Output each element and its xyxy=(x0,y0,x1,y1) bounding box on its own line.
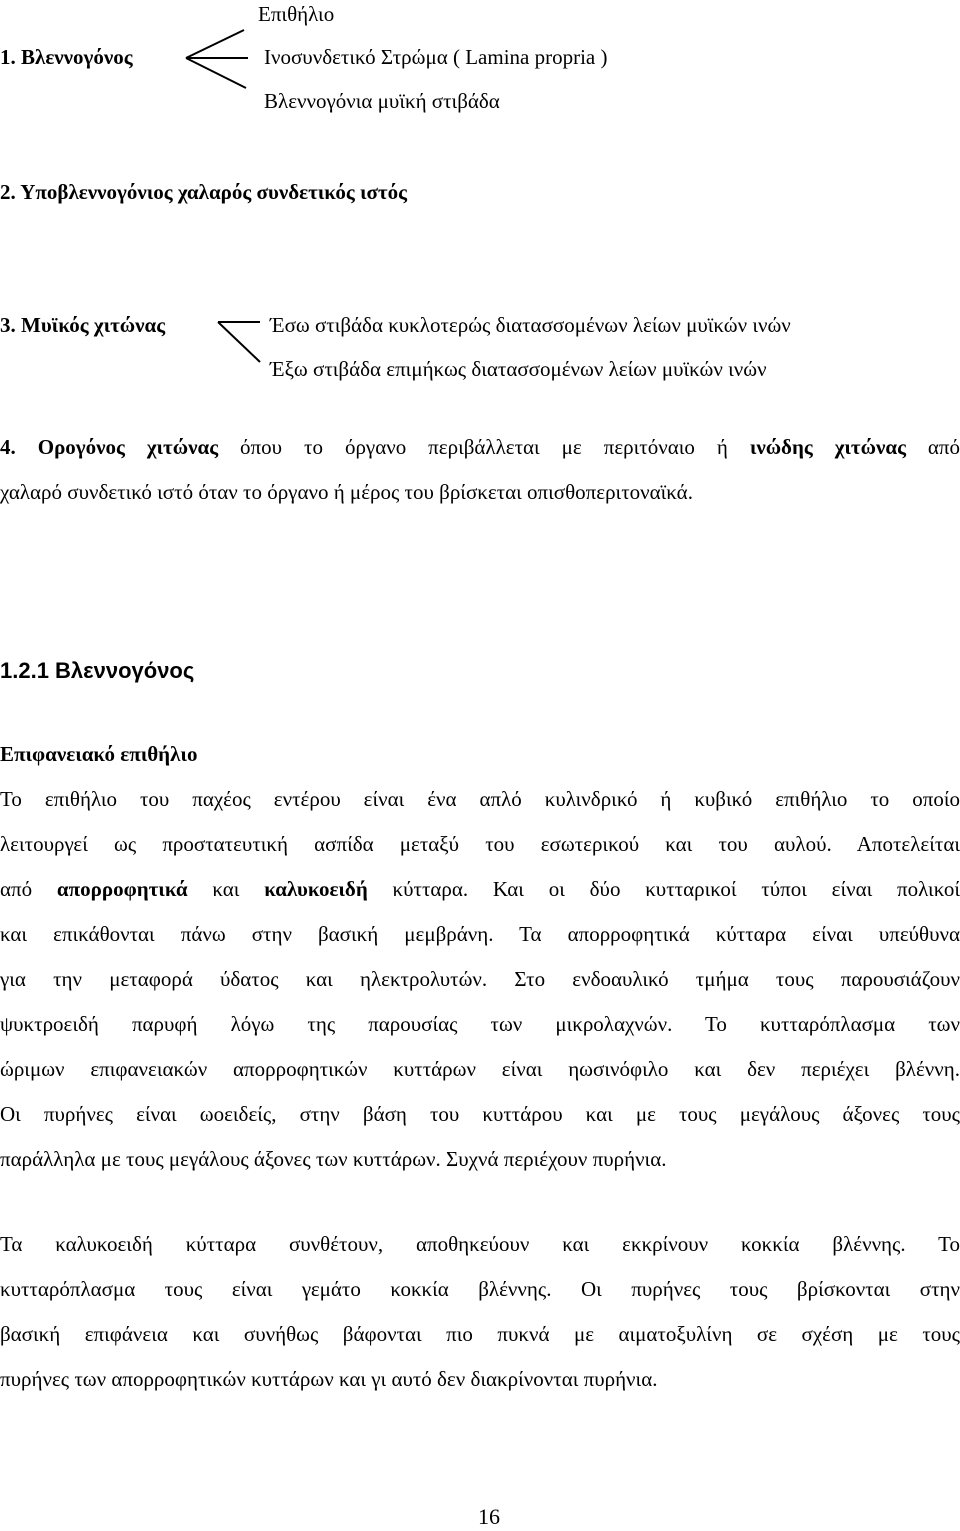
branch-line-up xyxy=(186,30,244,58)
absorptive-term: απορροφητικά xyxy=(56,877,188,901)
outline-item-3 xyxy=(0,313,165,337)
p2-line: κυτταρόπλασμα τους είναι γεμάτο κοκκία βλέννης. Οι πυρήνες τους βρίσκονται στην xyxy=(0,1277,960,1301)
paragraph-2 xyxy=(0,1222,960,1402)
branch-lamina-propria: Ινοσυνδετικό Στρώμα ( Lamina propria ) xyxy=(264,45,608,69)
p1-line: ώριμων επιφανειακών απορροφητικών κυττάρων είναι ηωσινόφιλο και δεν περιέχει βλέννη. xyxy=(0,1057,960,1081)
p1-line: παράλληλα με τους μεγάλους άξονες των κυττάρων. Συχνά περιέχουν πυρήνια. xyxy=(0,1147,667,1171)
branch-outer-longitudinal-layer: Έξω στιβάδα επιμήκως διατασσομένων λείων μυϊκών ινών xyxy=(270,357,767,381)
p1-line: Οι πυρήνες είναι ωοειδείς, στην βάση του κυττάρου και με τους μεγάλους άξονες τους xyxy=(0,1102,960,1126)
p1-l3-text: και xyxy=(187,877,265,901)
branch-muscularis-mucosae: Βλεννογόνια μυϊκή στιβάδα xyxy=(264,89,500,113)
p2-line: Τα καλυκοειδή κύτταρα συνθέτουν, αποθηκεύουν και εκκρίνουν κοκκία βλέννης. Το xyxy=(0,1232,960,1256)
p1-line: λειτουργεί ως προστατευτική ασπίδα μεταξύ του εσωτερικού και του αυλού. Αποτελείται xyxy=(0,832,960,856)
item-4-line-2: χαλαρό συνδετικό ιστό όταν το όργανο ή μέρος του βρίσκεται οπισθοπεριτοναϊκά. xyxy=(0,480,693,504)
outline-item-1 xyxy=(0,45,133,69)
paragraph-1 xyxy=(0,777,960,1182)
outline-item-3-label: 3. Μυϊκός χιτώνας xyxy=(0,313,166,337)
p1-line: ψυκτροειδή παρυφή λόγω της παρουσίας των μικρολαχνών. Το κυτταρόπλασμα των xyxy=(0,1012,960,1036)
p1-line: και επικάθονται πάνω στην βασική μεμβράνη. Τα απορροφητικά κύτταρα είναι υπεύθυνα xyxy=(0,922,960,946)
branch-line-down xyxy=(186,58,246,88)
branch-line-bottom xyxy=(218,322,260,362)
outline-item-2 xyxy=(0,180,407,204)
item-4-text-2: από xyxy=(905,435,960,459)
section-heading: 1.2.1 Βλεννογόνος xyxy=(0,658,195,683)
outline-item-4 xyxy=(0,425,960,515)
p2-line: πυρήνες των απορροφητικών κυττάρων και γι αυτό δεν διακρίνονται πυρήνια. xyxy=(0,1367,658,1391)
outline-item-2-label: 2. Υποβλεννογόνιος χαλαρός συνδετικός ιστός xyxy=(0,180,407,204)
serosa-term: 4. Ορογόνος χιτώνας xyxy=(0,435,219,459)
p1-l3-text: κύτταρα. Και οι δύο κυτταρικοί τύποι είναι πολικοί xyxy=(367,877,960,901)
p1-line xyxy=(0,867,960,912)
branch-epithelium: Επιθήλιο xyxy=(258,2,335,26)
branch-inner-circular-layer: Έσω στιβάδα κυκλοτερώς διατασσομένων λείων μυϊκών ινών xyxy=(270,313,791,337)
goblet-term: καλυκοειδή xyxy=(264,877,368,901)
subheading xyxy=(0,742,197,766)
p2-line: βασική επιφάνεια και συνήθως βάφονται πιο πυκνά με αιματοξυλίνη σε σχέση με τους xyxy=(0,1322,960,1346)
subheading-text: Επιφανειακό επιθήλιο xyxy=(0,742,198,766)
adventitia-term: ινώδης χιτώνας xyxy=(749,435,906,459)
page-number: 16 xyxy=(478,1504,500,1529)
item-4-text-1: όπου το όργανο περιβάλλεται με περιτόναιο ή xyxy=(218,435,750,459)
item-4-line-1 xyxy=(0,425,960,470)
outline-item-1-label: 1. Βλεννογόνος xyxy=(0,45,133,69)
p1-l3-text: από xyxy=(0,877,57,901)
p1-line: για την μεταφορά ύδατος και ηλεκτρολυτών. Στο ενδοαυλικό τμήμα τους παρουσιάζουν xyxy=(0,967,960,991)
p1-line: Το επιθήλιο του παχέος εντέρου είναι ένα απλό κυλινδρικό ή κυβικό επιθήλιο το οποίο xyxy=(0,787,960,811)
